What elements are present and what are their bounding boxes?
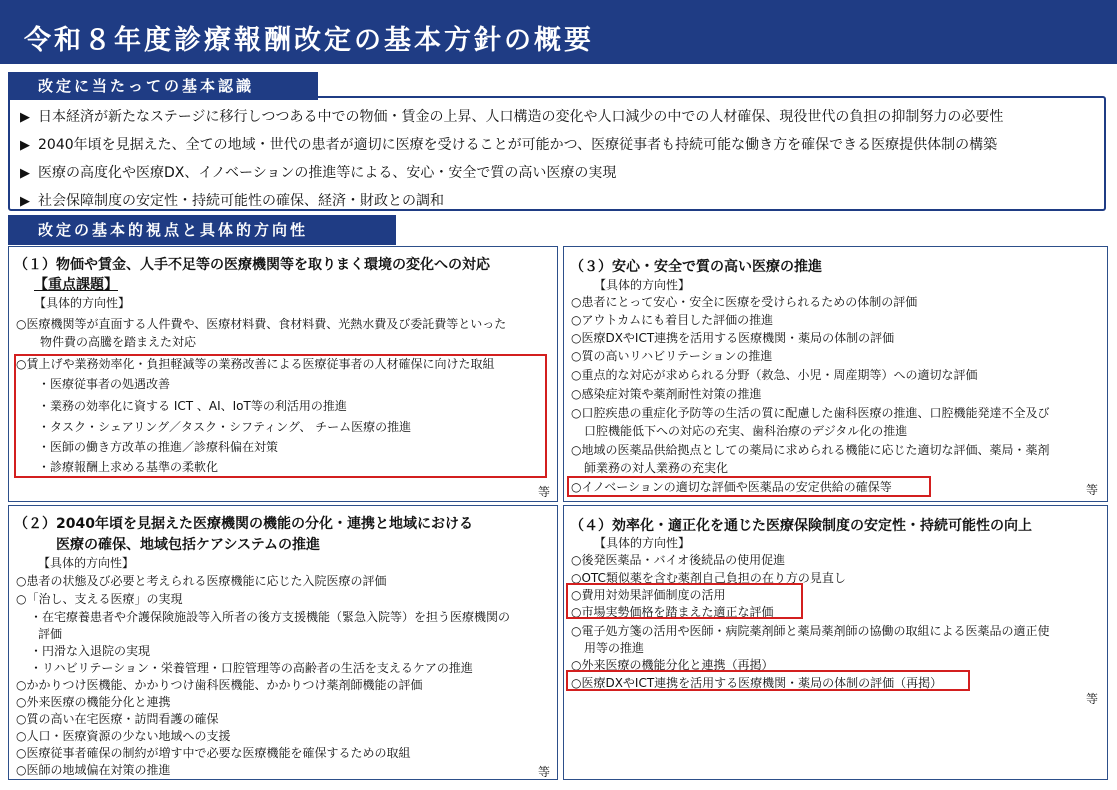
highlight-box xyxy=(566,583,803,619)
list-item: ○医療DXやICT連携を活用する医療機関・薬局の体制の評価（再掲） xyxy=(571,676,943,690)
bullet-triangle-icon: ▶ xyxy=(20,166,30,181)
list-item: ○賃上げや業務効率化・負担軽減等の業務改善による医療従事者の人材確保に向けた取組 xyxy=(16,357,495,371)
recognition-item: ▶ 医療の高度化や医療DX、イノベーションの推進等による、安心・安全で質の高い医療の実現 xyxy=(20,165,617,181)
list-item: ○重点的な対応が求められる分野（救急、小児・周産期等）への適切な評価 xyxy=(571,368,978,382)
list-item: ・在宅療養患者や介護保険施設等入所者の後方支援機能（緊急入院等）を担う医療機関の xyxy=(30,610,511,624)
panel-3-title: （３）安心・安全で質の高い医療の推進 xyxy=(570,259,822,275)
highlight-box xyxy=(567,476,931,497)
highlight-box xyxy=(14,354,547,478)
bullet-triangle-icon: ▶ xyxy=(20,194,30,209)
list-item: ○患者にとって安心・安全に医療を受けられるための体制の評価 xyxy=(571,295,918,309)
list-item: ○外来医療の機能分化と連携（再掲） xyxy=(571,658,774,672)
list-item: ・円滑な入退院の実現 xyxy=(30,644,151,658)
recognition-box xyxy=(8,96,1106,211)
list-item: 評価 xyxy=(38,627,63,641)
list-item: ・業務の効率化に資する ICT 、AI、IoT等の利活用の推進 xyxy=(38,399,347,413)
list-item: ○費用対効果評価制度の活用 xyxy=(571,588,726,602)
bullet-triangle-icon: ▶ xyxy=(20,110,30,125)
list-item: ○電子処方箋の活用や医師・病院薬剤師と薬局薬剤師の協働の取組による医薬品の適正使 xyxy=(571,624,1050,638)
list-item: ○質の高いリハビリテーションの推進 xyxy=(571,349,773,363)
recognition-item: ▶ 日本経済が新たなステージに移行しつつある中での物価・賃金の上昇、人口構造の変化や人口減少の中での人材確保、現役世代の負担の抑制努力の必要性 xyxy=(20,109,1004,125)
panel-2-title-line2: 医療の確保、地域包括ケアシステムの推進 xyxy=(56,537,321,553)
list-item: ○イノベーションの適切な評価や医薬品の安定供給の確保等 xyxy=(571,480,892,494)
list-item: 物件費の高騰を踏まえた対応 xyxy=(40,335,197,349)
direction-heading: 【具体的方向性】 xyxy=(594,278,691,292)
list-item: ○医療従事者確保の制約が増す中で必要な医療機能を確保するための取組 xyxy=(16,746,411,760)
list-item: ○人口・医療資源の少ない地域への支援 xyxy=(16,729,231,743)
list-item: ○OTC類似薬を含む薬剤自己負担の在り方の見直し xyxy=(571,571,846,585)
list-item: ○外来医療の機能分化と連携 xyxy=(16,695,171,709)
etc-label: 等 xyxy=(538,765,551,779)
recognition-item: ▶ 社会保障制度の安定性・持続可能性の確保、経済・財政との調和 xyxy=(20,193,444,209)
list-item: ○かかりつけ医機能、かかりつけ歯科医機能、かかりつけ薬剤師機能の評価 xyxy=(16,678,423,692)
list-item: ・医療従事者の処遇改善 xyxy=(38,377,171,391)
list-item: ○医療DXやICT連携を活用する医療機関・薬局の体制の評価 xyxy=(571,331,895,345)
list-item: 師業務の対人業務の充実化 xyxy=(584,461,729,475)
list-item: ○市場実勢価格を踏まえた適正な評価 xyxy=(571,605,774,619)
list-item: ○地域の医薬品供給拠点としての薬局に求められる機能に応じた適切な評価、薬局・薬剤 xyxy=(571,443,1050,457)
list-item: ○アウトカムにも着目した評価の推進 xyxy=(571,313,774,327)
etc-label: 等 xyxy=(538,485,551,499)
list-item: 口腔機能低下への対応の充実、歯科治療のデジタル化の推進 xyxy=(584,424,908,438)
viewpoints-label: 改定の基本的視点と具体的方向性 xyxy=(8,215,396,245)
recognition-item: ▶ 2040年頃を見据えた、全ての地域・世代の患者が適切に医療を受けることが可能かつ、医療従事者も持続可能な働き方を確保できる医療提供体制の構築 xyxy=(20,137,998,153)
panel-1-title: （１）物価や賃金、人手不足等の医療機関等を取りまく環境の変化への対応 xyxy=(14,257,490,273)
bullet-triangle-icon: ▶ xyxy=(20,138,30,153)
panel-4-title: （４）効率化・適正化を通じた医療保険制度の安定性・持続可能性の向上 xyxy=(570,518,1032,534)
highlight-box xyxy=(566,670,970,691)
list-item: 用等の推進 xyxy=(584,641,645,655)
panel-2-title: （２）2040年頃を見据えた医療機関の機能の分化・連携と地域における xyxy=(14,516,473,532)
etc-label: 等 xyxy=(1086,483,1099,497)
list-item: ○医師の地域偏在対策の推進 xyxy=(16,763,171,777)
title-bar xyxy=(0,0,1117,64)
list-item: ○感染症対策や薬剤耐性対策の推進 xyxy=(571,387,762,401)
list-item: ・タスク・シェアリング／タスク・シフティング、 チーム医療の推進 xyxy=(38,420,412,434)
list-item: ・医師の働き方改革の推進／診療科偏在対策 xyxy=(38,440,279,454)
list-item: ○「治し、支える医療」の実現 xyxy=(16,592,183,606)
list-item: ○医療機関等が直面する人件費や、医療材料費、食材料費、光熱水費及び委託費等といった xyxy=(16,317,507,331)
page-title: 令和８年度診療報酬改定の基本方針の概要 xyxy=(24,25,594,56)
etc-label: 等 xyxy=(1086,692,1099,706)
list-item: ○患者の状態及び必要と考えられる医療機能に応じた入院医療の評価 xyxy=(16,574,387,588)
list-item: ○口腔疾患の重症化予防等の生活の質に配慮した歯科医療の推進、口腔機能発達不全及び xyxy=(571,406,1050,420)
direction-heading: 【具体的方向性】 xyxy=(594,536,691,550)
priority-tag: 【重点課題】 xyxy=(34,277,118,293)
list-item: ○質の高い在宅医療・訪問看護の確保 xyxy=(16,712,219,726)
list-item: ○後発医薬品・バイオ後続品の使用促進 xyxy=(571,553,786,567)
direction-heading: 【具体的方向性】 xyxy=(34,296,131,310)
recognition-label: 改定に当たっての基本認識 xyxy=(8,72,318,100)
list-item: ・リハビリテーション・栄養管理・口腔管理等の高齢者の生活を支えるケアの推進 xyxy=(30,661,473,675)
list-item: ・診療報酬上求める基準の柔軟化 xyxy=(38,460,219,474)
direction-heading: 【具体的方向性】 xyxy=(38,556,135,570)
